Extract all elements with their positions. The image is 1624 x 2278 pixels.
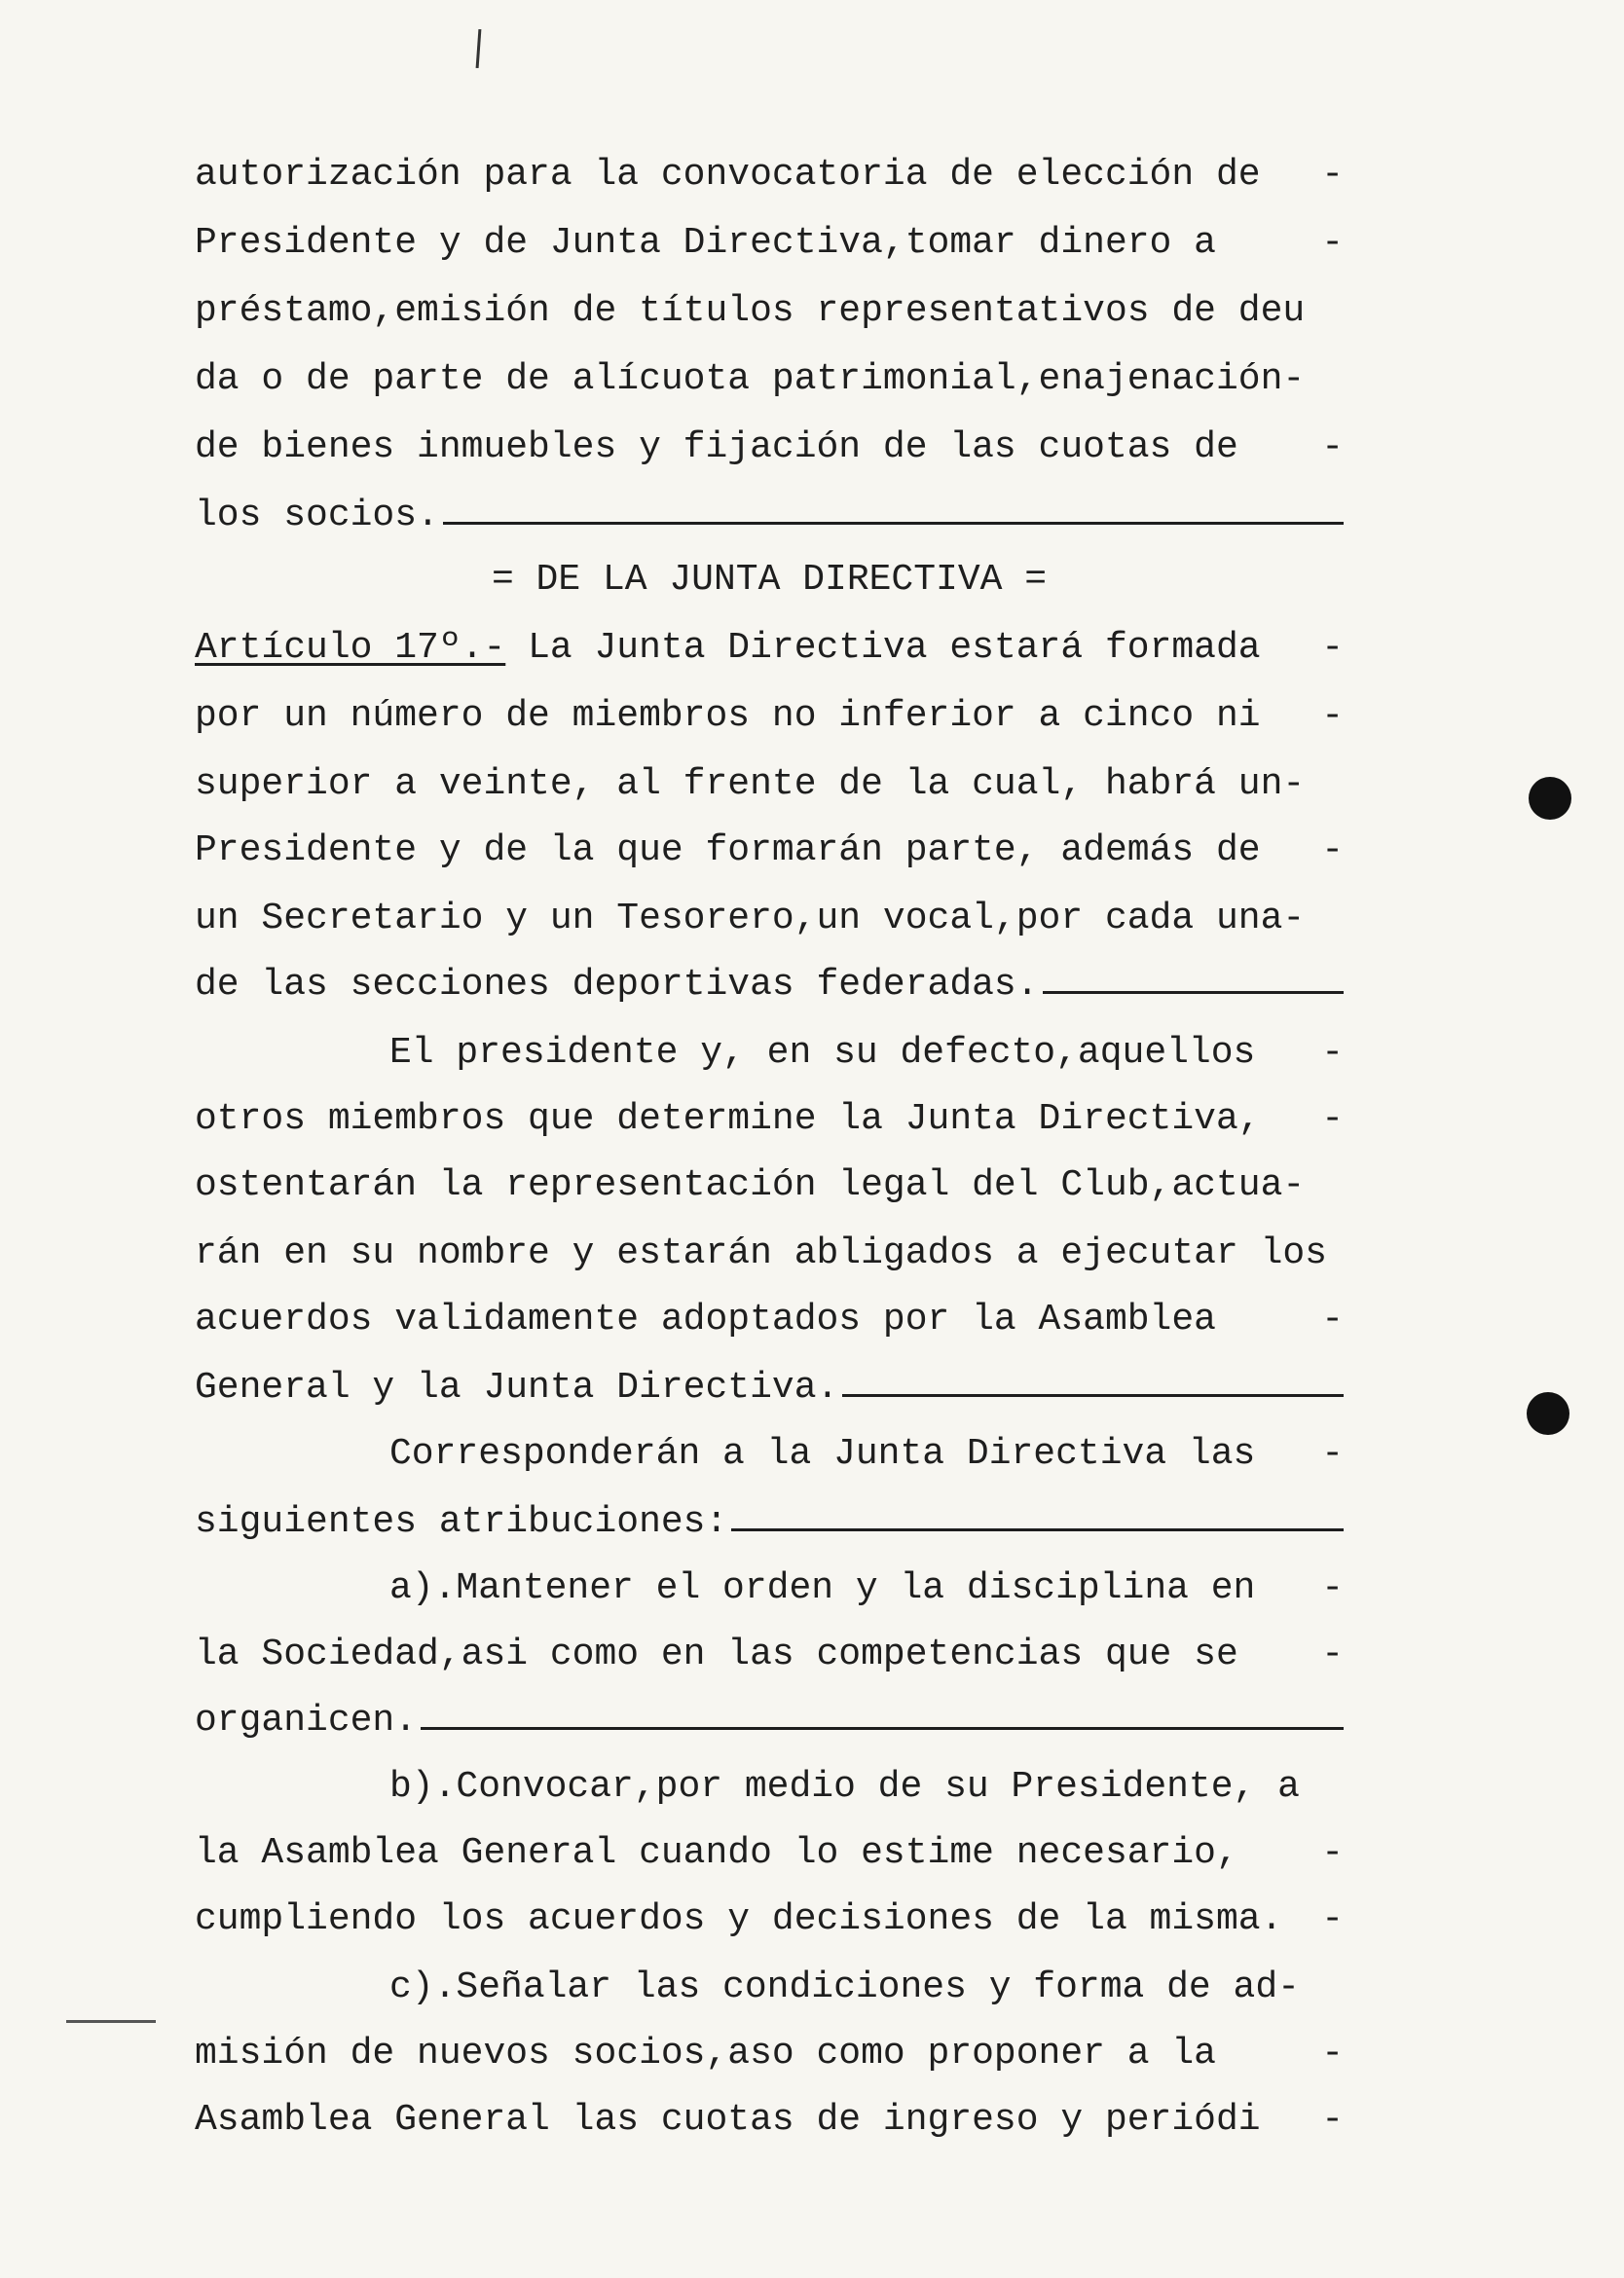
text-line: acuerdos validamente adoptados por la Asamblea -: [195, 1299, 1344, 1341]
fill-line: [1043, 991, 1344, 994]
margin-mark: [66, 2020, 156, 2023]
text-line: siguientes atribuciones:: [195, 1495, 1344, 1550]
list-item-a: a).Mantener el orden y la disciplina en -: [389, 1567, 1344, 1609]
text-line: superior a veinte, al frente de la cual, habrá un-: [195, 763, 1306, 805]
text-line: autorización para la convocatoria de elección de -: [195, 154, 1344, 196]
fill-line: [731, 1528, 1344, 1531]
text-line: préstamo,emisión de títulos representativos de deu: [195, 290, 1306, 332]
article-heading: Artículo 17º.-: [195, 627, 506, 669]
text-line: de bienes inmuebles y fijación de las cuotas de -: [195, 426, 1344, 468]
article-line: Artículo 17º.- La Junta Directiva estará formada -: [195, 621, 1344, 676]
text-line: los socios.: [195, 489, 1344, 543]
text-line: Corresponderán a la Junta Directiva las -: [389, 1433, 1344, 1475]
text-line: de las secciones deportivas federadas.: [195, 958, 1344, 1012]
text-line: misión de nuevos socios,aso como proponer a la -: [195, 2033, 1344, 2075]
punch-hole-icon: [1527, 1392, 1569, 1435]
fill-line: [443, 522, 1344, 525]
list-item-c: c).Señalar las condiciones y forma de ad-: [389, 1966, 1300, 2008]
text-line: da o de parte de alícuota patrimonial,enajenación-: [195, 358, 1306, 400]
text-line: organicen.: [195, 1694, 1344, 1748]
pen-mark: [476, 29, 482, 68]
text-line: por un número de miembros no inferior a cinco ni -: [195, 695, 1344, 737]
text-line: ostentarán la representación legal del Club,actua-: [195, 1164, 1306, 1206]
text-line: Presidente y de la que formarán parte, además de -: [195, 829, 1344, 871]
list-item-b: b).Convocar,por medio de su Presidente, a: [389, 1766, 1300, 1808]
text-line: cumpliendo los acuerdos y decisiones de la misma. -: [195, 1898, 1344, 1940]
text-line: otros miembros que determine la Junta Directiva, -: [195, 1098, 1344, 1140]
text-line: Asamblea General las cuotas de ingreso y periódi -: [195, 2099, 1344, 2141]
fill-line: [421, 1727, 1344, 1730]
text-line: rán en su nombre y estarán abligados a ejecutar los: [195, 1232, 1327, 1274]
text-line: la Sociedad,asi como en las competencias que se -: [195, 1634, 1344, 1675]
fill-line: [842, 1394, 1344, 1397]
section-heading: = DE LA JUNTA DIRECTIVA =: [491, 559, 1048, 601]
text-line: la Asamblea General cuando lo estime necesario, -: [195, 1832, 1344, 1874]
punch-hole-icon: [1529, 777, 1571, 820]
text-line: un Secretario y un Tesorero,un vocal,por cada una-: [195, 898, 1306, 939]
text-line: Presidente y de Junta Directiva,tomar dinero a -: [195, 222, 1344, 264]
text-line: General y la Junta Directiva.: [195, 1361, 1344, 1415]
text-line: El presidente y, en su defecto,aquellos -: [389, 1032, 1344, 1074]
